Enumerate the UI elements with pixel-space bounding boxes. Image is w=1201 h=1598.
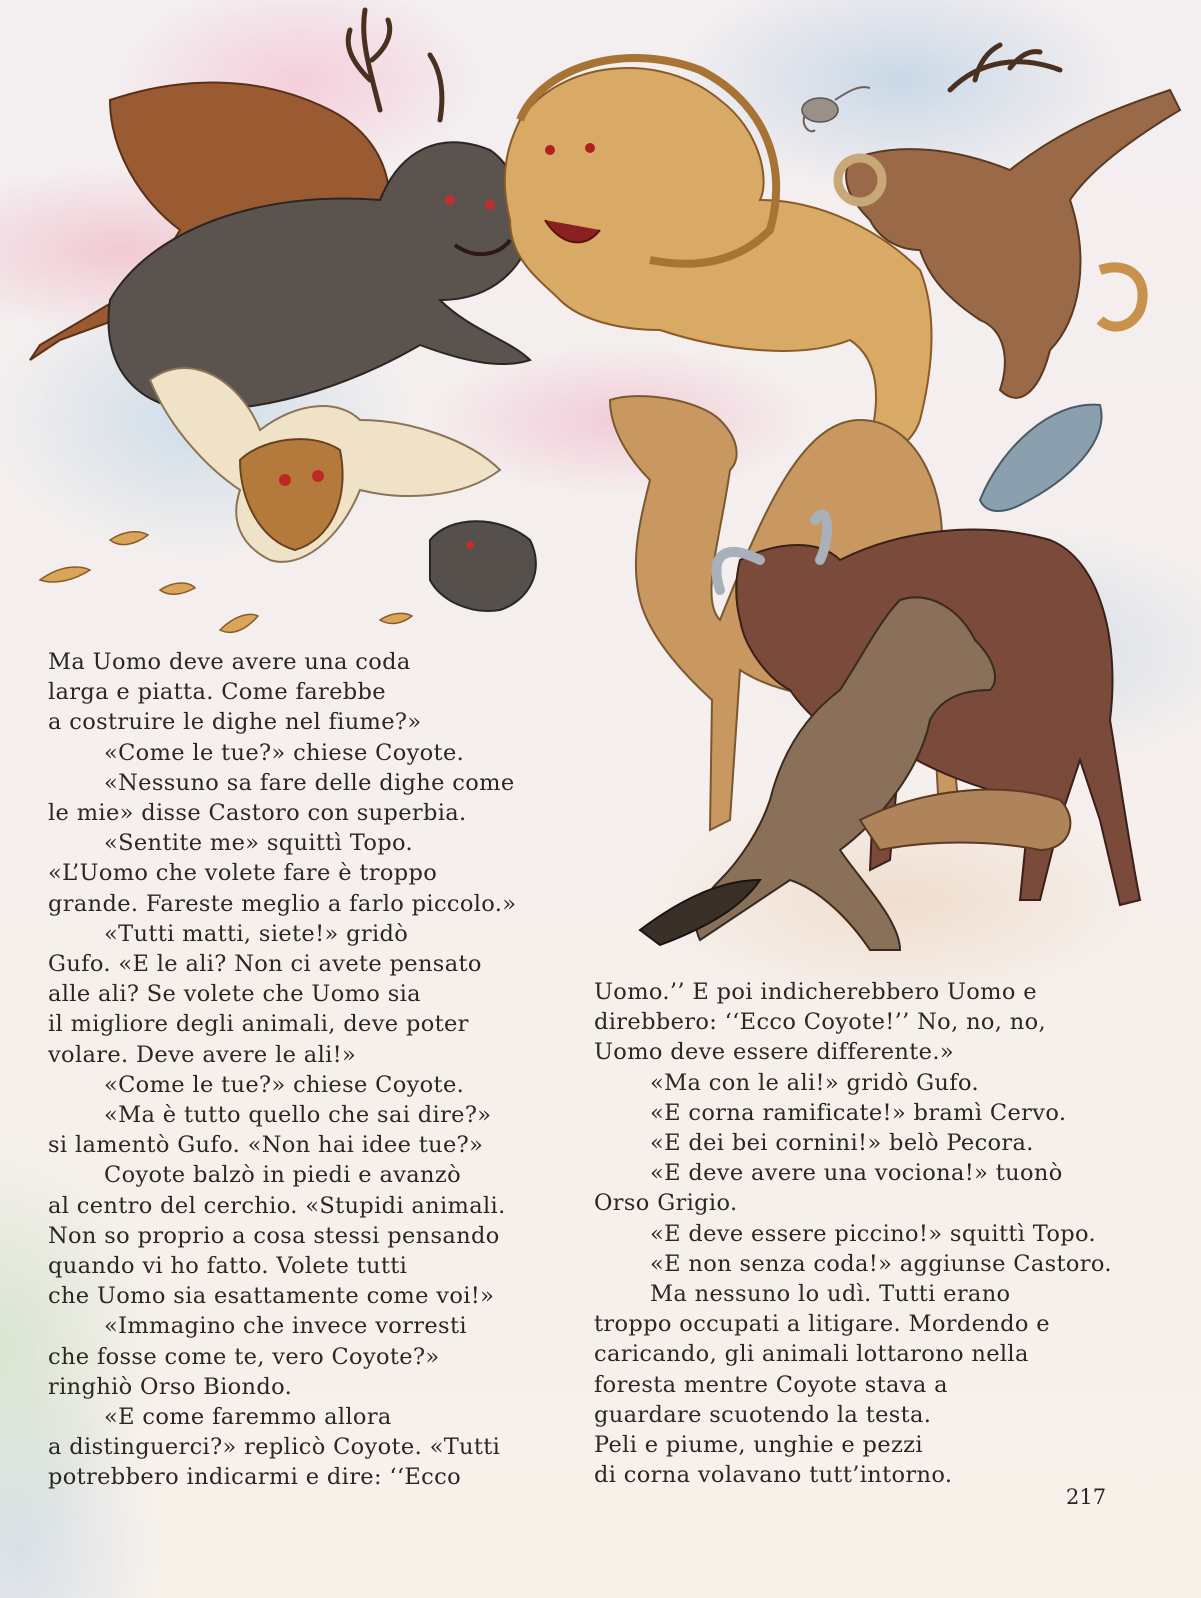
text-line: alle ali? Se volete che Uomo sia bbox=[48, 981, 421, 1008]
text-line: «Tutti matti, siete!» gridò bbox=[104, 920, 409, 947]
right-text-column bbox=[594, 977, 1139, 1490]
text-line: foresta mentre Coyote stava a bbox=[594, 1371, 948, 1398]
page-number: 217 bbox=[1066, 1485, 1107, 1509]
pine-cone-illustration bbox=[980, 405, 1102, 511]
text-line: ringhiò Orso Biondo. bbox=[48, 1373, 293, 1400]
text-line: il migliore degli animali, deve poter bbox=[48, 1011, 469, 1038]
text-line: potrebbero indicarmi e dire: ‘‘Ecco bbox=[48, 1464, 461, 1491]
text-line: volare. Deve avere le ali!» bbox=[48, 1041, 357, 1068]
text-line: Orso Grigio. bbox=[594, 1190, 738, 1217]
mouse-illustration bbox=[802, 87, 870, 131]
text-line: Peli e piume, unghie e pezzi bbox=[594, 1432, 923, 1459]
text-line: «Sentite me» squittì Topo. bbox=[104, 830, 413, 857]
text-line: che Uomo sia esattamente come voi!» bbox=[48, 1283, 495, 1310]
text-line: «E dei bei cornini!» belò Pecora. bbox=[650, 1130, 1034, 1157]
text-line: troppo occupati a litigare. Mordendo e bbox=[594, 1311, 1050, 1338]
left-text-column bbox=[48, 647, 568, 1493]
text-line: grande. Fareste meglio a farlo piccolo.» bbox=[48, 890, 517, 917]
text-line: «E come faremmo allora bbox=[104, 1404, 392, 1431]
text-line: Gufo. «E le ali? Non ci avete pensato bbox=[48, 951, 482, 978]
text-line: Uomo.’’ E poi indicherebbero Uomo e bbox=[594, 979, 1037, 1005]
text-line: «Ma è tutto quello che sai dire?» bbox=[104, 1102, 492, 1129]
text-line: a costruire le dighe nel fiume?» bbox=[48, 709, 422, 736]
text-line: Ma nessuno lo udì. Tutti erano bbox=[650, 1281, 1011, 1308]
text-line: «Immagino che invece vorresti bbox=[104, 1313, 467, 1340]
text-line: caricando, gli animali lottarono nella bbox=[594, 1341, 1029, 1368]
text-line: Uomo deve essere differente.» bbox=[594, 1039, 954, 1066]
text-line: «Nessuno sa fare delle dighe come bbox=[104, 769, 515, 796]
text-line: le mie» disse Castoro con superbia. bbox=[48, 800, 467, 827]
text-line: che fosse come te, vero Coyote?» bbox=[48, 1343, 440, 1370]
text-line: guardare scuotendo la testa. bbox=[594, 1401, 932, 1428]
text-line: «E deve avere una vociona!» tuonò bbox=[650, 1160, 1063, 1187]
text-line: Ma Uomo deve avere una coda bbox=[48, 649, 411, 675]
text-line: «E non senza coda!» aggiunse Castoro. bbox=[650, 1250, 1112, 1277]
text-line: larga e piatta. Come farebbe bbox=[48, 679, 386, 706]
text-line: «Ma con le ali!» gridò Gufo. bbox=[650, 1069, 979, 1096]
text-line: Coyote balzò in piedi e avanzò bbox=[104, 1162, 461, 1189]
text-line: direbbero: ‘‘Ecco Coyote!’’ No, no, no, bbox=[594, 1009, 1047, 1036]
lion-illustration bbox=[505, 58, 932, 450]
beaver-illustration bbox=[430, 521, 536, 611]
text-line: quando vi ho fatto. Volete tutti bbox=[48, 1253, 408, 1280]
feathers-illustration bbox=[40, 532, 412, 633]
text-line: «Come le tue?» chiese Coyote. bbox=[104, 1071, 465, 1098]
text-line: «E corna ramificate!» bramì Cervo. bbox=[650, 1099, 1067, 1126]
text-line: «L’Uomo che volete fare è troppo bbox=[48, 860, 438, 887]
text-line: a distinguerci?» replicò Coyote. «Tutti bbox=[48, 1434, 501, 1461]
text-line: Non so proprio a cosa stessi pensando bbox=[48, 1222, 500, 1249]
text-line: si lamentò Gufo. «Non hai idee tue?» bbox=[48, 1132, 484, 1159]
text-line: di corna volavano tutt’intorno. bbox=[594, 1462, 953, 1489]
text-line: «Come le tue?» chiese Coyote. bbox=[104, 739, 465, 766]
text-line: «E deve essere piccino!» squittì Topo. bbox=[650, 1220, 1097, 1247]
text-line: al centro del cerchio. «Stupidi animali. bbox=[48, 1192, 506, 1219]
